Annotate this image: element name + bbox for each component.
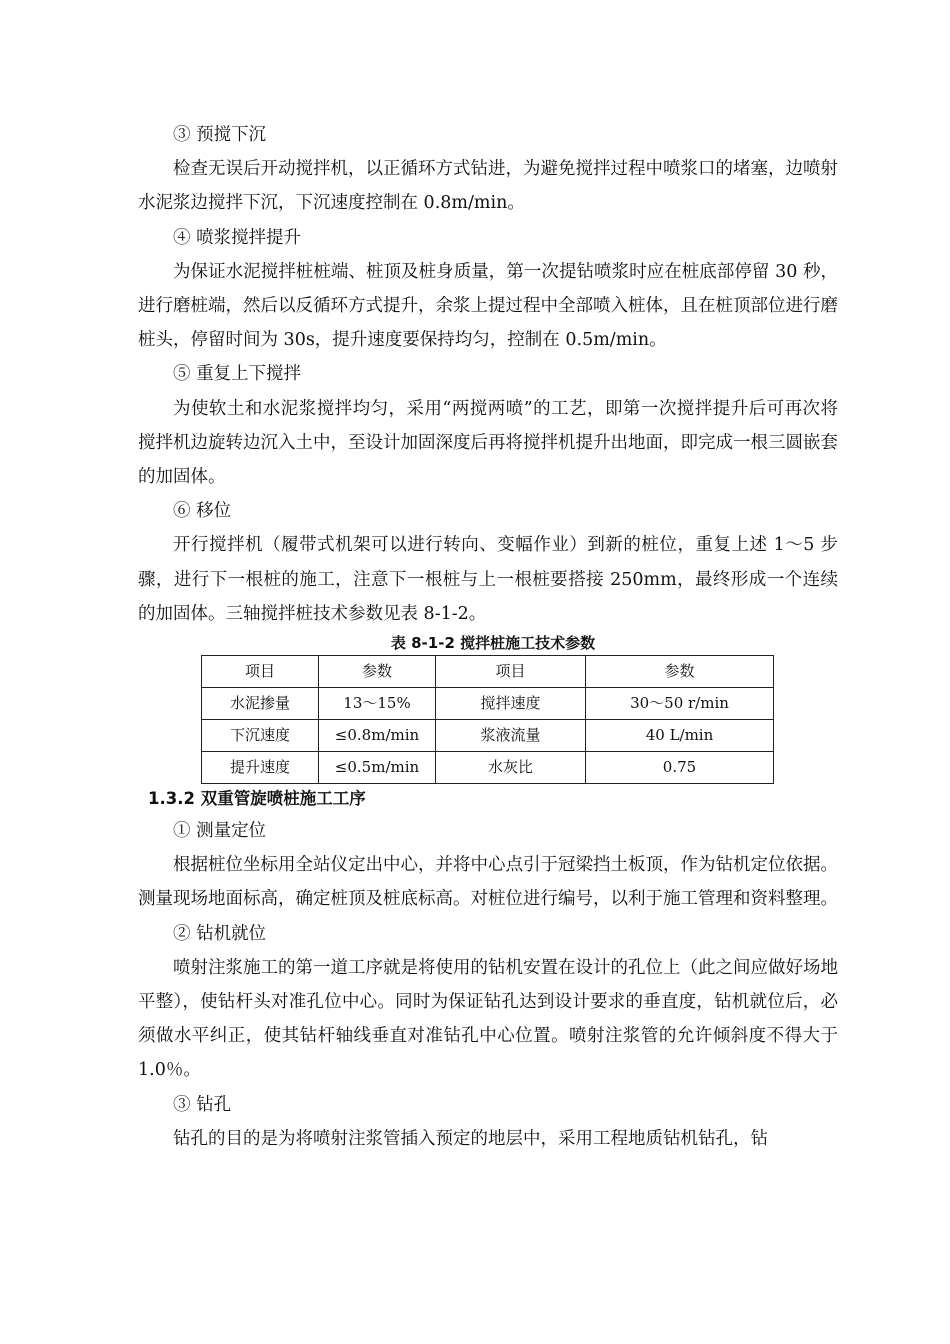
table-cell: ≤0.5m/min [319, 752, 436, 784]
table-header-row [202, 656, 774, 688]
step-heading-rig-position: ② 钻机就位 [173, 923, 267, 944]
paragraph-repeat-mix: 为使软土和水泥浆搅拌均匀，采用“两搅两喷”的工艺，即第一次搅拌提升后可再次将搅拌机边旋转边沉入土中，至设计加固深度后再将搅拌机提升出地面，即完成一根三圆嵌套的加固体。 [138, 398, 838, 488]
table-row [202, 720, 774, 752]
paragraph-presink: 检查无误后开动搅拌机，以正循环方式钻进，为避免搅拌过程中喷浆口的堵塞，边喷射水泥浆边搅拌下沉，下沉速度控制在 0.8m/min。 [138, 159, 838, 214]
paragraph-drilling: 钻孔的目的是为将喷射注浆管插入预定的地层中，采用工程地质钻机钻孔，钻 [173, 1128, 768, 1149]
table-header-cell: 参数 [586, 656, 774, 688]
table-cell: ≤0.8m/min [319, 720, 436, 752]
step-heading-survey: ① 测量定位 [173, 821, 267, 842]
table-caption: 表 8-1-2 搅拌桩施工技术参数 [390, 634, 596, 653]
table-cell: 0.75 [586, 752, 774, 784]
table-row [202, 752, 774, 784]
paragraph-survey: 根据桩位坐标用全站仪定出中心，并将中心点引于冠梁挡土板顶，作为钻机定位依据。测量现场地面标高，确定桩顶及桩底标高。对桩位进行编号，以利于施工管理和资料整理。 [138, 855, 838, 910]
paragraph-grout-lift: 为保证水泥搅拌桩桩端、桩顶及桩身质量，第一次提钻喷浆时应在桩底部停留 30 秒，进行磨桩端，然后以反循环方式提升，余浆上提过程中全部喷入桩体，且在桩顶部位进行磨桩头，停留时间为 30s，提升速度要保持均匀，控制在 0.5m/min。 [138, 261, 838, 351]
table-cell: 浆液流量 [436, 720, 586, 752]
table-cell: 13～15% [319, 688, 436, 720]
paragraph-move: 开行搅拌机（履带式机架可以进行转向、变幅作业）到新的桩位，重复上述 1～5 步骤，进行下一根桩的施工，注意下一根桩与上一根桩要搭接 250mm，最终形成一个连续的加固体。三轴搅拌桩技术参数见表 8-1-2。 [138, 535, 838, 624]
table-cell: 水灰比 [436, 752, 586, 784]
table-header-cell: 参数 [319, 656, 436, 688]
table-row [202, 688, 774, 720]
table-cell: 提升速度 [202, 752, 319, 784]
step-heading-move: ⑥ 移位 [173, 501, 232, 522]
step-heading-presink: ③ 预搅下沉 [173, 125, 267, 145]
paragraph-rig-position: 喷射注浆施工的第一道工序就是将使用的钻机安置在设计的孔位上（此之间应做好场地平整），使钻杆头对准孔位中心。同时为保证钻孔达到设计要求的垂直度，钻机就位后，必须做水平纠正，使其钻杆轴线垂直对准钻孔中心位置。喷射注浆管的允许倾斜度不得大于 1.0％。 [138, 957, 838, 1081]
table-cell: 40 L/min [586, 720, 774, 752]
table-cell: 水泥掺量 [202, 688, 319, 720]
table-cell: 30～50 r/min [586, 688, 774, 720]
document-body [138, 118, 838, 1156]
parameters-table [201, 655, 774, 784]
step-heading-grout-lift: ④ 喷浆搅拌提升 [173, 227, 302, 248]
table-header-cell: 项目 [202, 656, 319, 688]
table-cell: 下沉速度 [202, 720, 319, 752]
table-cell: 搅拌速度 [436, 688, 586, 720]
table-header-cell: 项目 [436, 656, 586, 688]
step-heading-repeat-mix: ⑤ 重复上下搅拌 [173, 364, 302, 385]
section-title: 1.3.2 双重管旋喷桩施工工序 [148, 789, 366, 809]
step-heading-drilling: ③ 钻孔 [173, 1094, 232, 1115]
